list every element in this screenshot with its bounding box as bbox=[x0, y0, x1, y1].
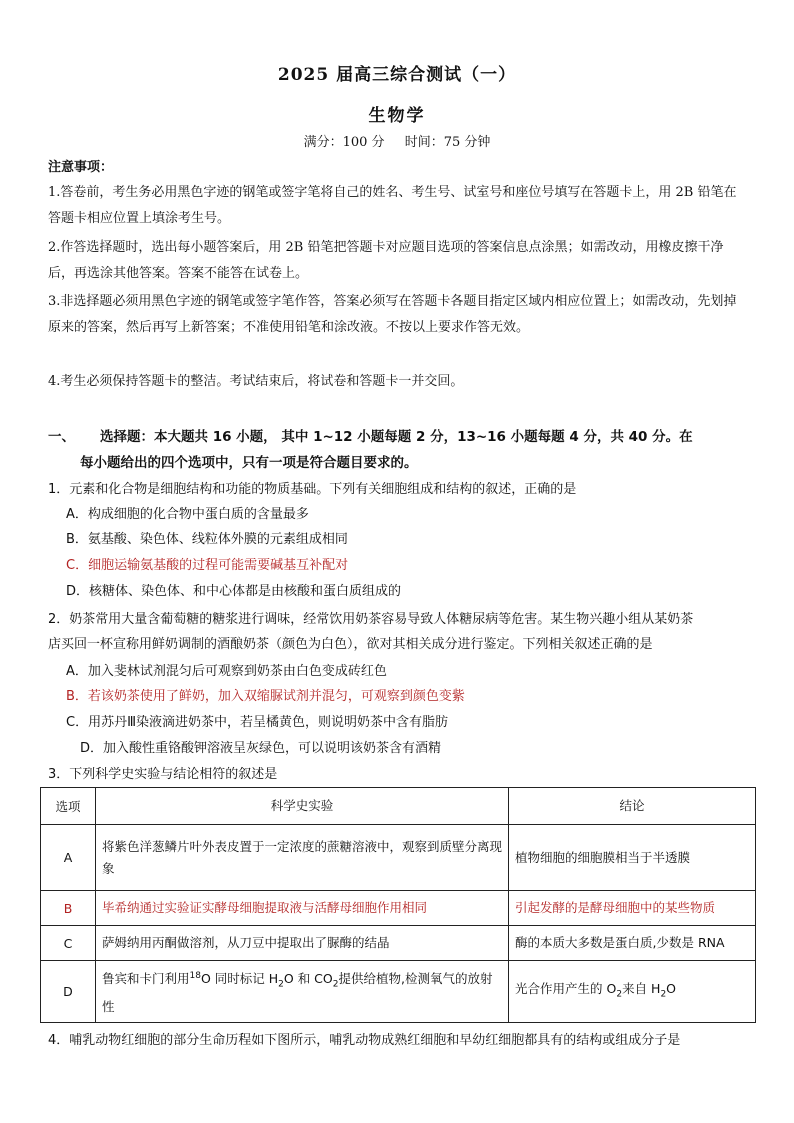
q1-option-a: A．构成细胞的化合物中蛋白质的含量最多 bbox=[66, 507, 309, 522]
q1-option-d: D．核糖体、染色体、和中心体都是由核酸和蛋白质组成的 bbox=[66, 584, 402, 599]
row-a-experiment: 将紫色洋葱鳞片叶外表皮置于一定浓度的蔗糖溶液中，观察到质壁分离现象 bbox=[96, 825, 509, 891]
row-b-conclusion: 引起发酵的是酵母细胞中的某些物质 bbox=[509, 891, 756, 926]
q2-option-c: C．用苏丹Ⅲ染液滴进奶茶中，若呈橘黄色，则说明奶茶中含有脂肪 bbox=[66, 715, 449, 730]
q2-stem-line-2: 店买回一杯宣称用鲜奶调制的酒酿奶茶（颜色为白色），欲对其相关成分进行鉴定。下列相关叙述正确的是 bbox=[48, 637, 653, 652]
subject-title: 生物学 bbox=[368, 106, 426, 126]
row-c-conclusion: 酶的本质大多数是蛋白质,少数是 RNA bbox=[509, 926, 756, 961]
q1-option-b: B．氨基酸、染色体、线粒体外膜的元素组成相同 bbox=[66, 532, 348, 547]
full-score: 满分：100 分 bbox=[303, 135, 385, 150]
row-d-option: D bbox=[41, 961, 96, 1023]
notice-item-3: 3.非选择题必须用黑色字迹的钢笔或签字笔作答，答案必须写在答题卡各题目指定区域内相应位置上；如需改动，先划掉原来的答案，然后再写上新答案；不准使用铅笔和涂改液。不按以上要求作答无效。 bbox=[48, 294, 737, 335]
table-row bbox=[41, 891, 756, 926]
header-option: 选项 bbox=[41, 788, 96, 825]
row-a-option: A bbox=[41, 825, 96, 891]
table-row bbox=[41, 825, 756, 891]
q1-stem: 1．元素和化合物是细胞结构和功能的物质基础。下列有关细胞组成和结构的叙述，正确的是 bbox=[48, 482, 577, 497]
science-history-table bbox=[40, 787, 756, 1023]
section-heading bbox=[48, 424, 758, 476]
row-c-experiment: 萨姆纳用丙酮做溶剂，从刀豆中提取出了脲酶的结晶 bbox=[96, 926, 509, 961]
exam-title: 2025 届高三综合测试（一） bbox=[277, 65, 517, 85]
q3-stem: 3．下列科学史实验与结论相符的叙述是 bbox=[48, 767, 278, 782]
row-b-option: B bbox=[41, 891, 96, 926]
table-row bbox=[41, 926, 756, 961]
section-line-1: 选择题：本大题共 16 小题， 其中 1~12 小题每题 2 分，13~16 小题每题 4 分，共 40 分。在 bbox=[100, 429, 693, 445]
row-d-conclusion: 光合作用产生的 $O_2$来自 $H_2O$ bbox=[509, 961, 756, 1023]
row-c-option: C bbox=[41, 926, 96, 961]
section-line-2: 每小题给出的四个选项中，只有一项是符合题目要求的。 bbox=[80, 455, 418, 471]
q1-option-c: C．细胞运输氨基酸的过程可能需要碱基互补配对 bbox=[66, 558, 349, 573]
section-number: 一、 bbox=[48, 429, 75, 445]
row-a-conclusion: 植物细胞的细胞膜相当于半透膜 bbox=[509, 825, 756, 891]
row-b-experiment: 毕希纳通过实验证实酵母细胞提取液与活酵母细胞作用相同 bbox=[96, 891, 509, 926]
q2-option-a: A．加入斐林试剂混匀后可观察到奶茶由白色变成砖红色 bbox=[66, 664, 387, 679]
q4-stem: 4．哺乳动物红细胞的部分生命历程如下图所示，哺乳动物成熟红细胞和早幼红细胞都具有的结构或组成分子是 bbox=[48, 1033, 681, 1048]
q2-option-d: D．加入酸性重铬酸钾溶液呈灰绿色，可以说明该奶茶含有酒精 bbox=[80, 741, 442, 756]
notice-heading: 注意事项： bbox=[48, 160, 114, 175]
header-conclusion: 结论 bbox=[509, 788, 756, 825]
notice-item-2: 2.作答选择题时，选出每小题答案后，用 2B 铅笔把答题卡对应题目选项的答案信息点涂黑；如需改动，用橡皮擦干净后，再选涂其他答案。答案不能答在试卷上。 bbox=[48, 240, 724, 281]
table-row bbox=[41, 961, 756, 1023]
notice-item-1: 1.答卷前，考生务必用黑色字迹的钢笔或签字笔将自己的姓名、考生号、试室号和座位号填写在答题卡上，用 2B 铅笔在答题卡相应位置上填涂考生号。 bbox=[48, 185, 737, 226]
q2-option-b: B．若该奶茶使用了鲜奶，加入双缩脲试剂并混匀，可观察到颜色变紫 bbox=[66, 689, 465, 704]
notice-item-4: 4.考生必须保持答题卡的整洁。考试结束后，将试卷和答题卡一并交回。 bbox=[48, 374, 464, 389]
header-experiment: 科学史实验 bbox=[96, 788, 509, 825]
q2-stem-line-1: 2．奶茶常用大量含葡萄糖的糖浆进行调味，经常饮用奶茶容易导致人体糖尿病等危害。某生物兴趣小组从某奶茶 bbox=[48, 612, 694, 627]
row-d-experiment: 鲁宾和卡门利用$^{18}$O 同时标记 $H_2O$ 和 $CO_2$提供给植物,检测氧气的放射性 bbox=[96, 961, 509, 1023]
exam-time: 时间：75 分钟 bbox=[404, 135, 491, 150]
table-header-row bbox=[41, 788, 756, 825]
exam-meta bbox=[0, 131, 794, 150]
